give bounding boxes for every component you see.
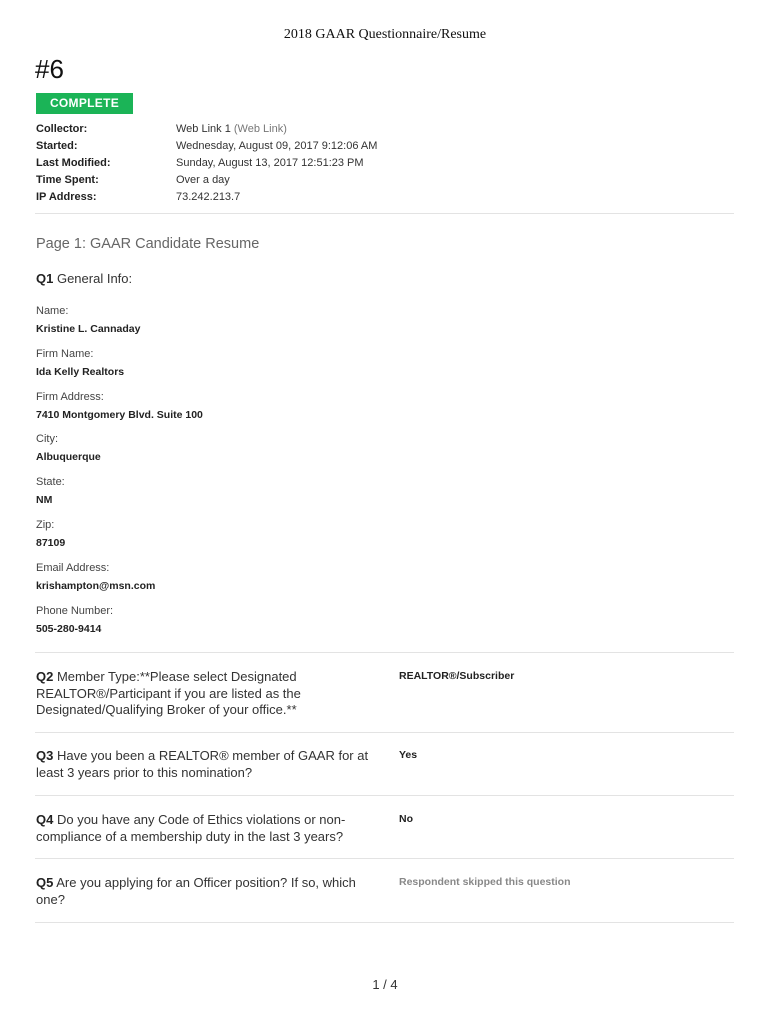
field-value: NM [36,494,53,507]
field-label: Name: [36,305,69,317]
field-label: Email Address: [36,561,110,574]
meta-row-collector [36,121,377,138]
question-number: Q4 [36,812,54,827]
meta-value: Web Link 1 (Web Link) [176,123,287,135]
answer-skipped-note: Respondent skipped this question [399,876,571,888]
page-number: 1 / 4 [372,977,398,992]
question-text: General Info: [56,271,133,286]
field-label: City: [36,433,58,446]
field-label: State: [36,476,65,489]
meta-value: 73.242.213.7 [176,191,241,203]
meta-label: Last Modified: [36,157,111,169]
field-firm-address [36,389,436,432]
meta-label: Time Spent: [36,174,99,186]
document-title: 2018 GAAR Questionnaire/Resume [283,27,487,42]
answer-value: No [399,813,413,825]
divider [35,858,734,859]
meta-label: Started: [36,140,78,152]
field-value: Kristine L. Cannaday [36,323,141,335]
question-text: Q4 Do you have any Code of Ethics violations or non-compliance of a membership duty in the last 3 years? [36,812,346,844]
divider [35,795,734,796]
field-state [36,474,436,517]
field-email-address [36,560,436,603]
meta-row-ip-address [36,189,377,206]
field-phone-number [36,603,436,646]
field-value: 7410 Montgomery Blvd. Suite 100 [36,408,203,421]
field-label: Firm Name: [36,347,94,360]
field-label: Zip: [36,518,55,531]
meta-row-started [36,138,377,155]
field-value: Ida Kelly Realtors [36,365,125,378]
response-metadata [36,121,377,206]
question-q1 [36,271,132,286]
field-value: 505-280-9414 [36,622,102,635]
section-title: Page 1: GAAR Candidate Resume [36,236,260,252]
field-firm-name [36,346,436,389]
answer-value: REALTOR®/Subscriber [399,670,515,682]
divider [35,652,734,653]
field-city [36,431,436,474]
general-info-fields [36,303,436,645]
field-name [36,303,436,346]
meta-row-time-spent [36,172,377,189]
divider [35,213,734,214]
meta-value: Over a day [176,174,230,186]
meta-label: IP Address: [36,191,97,203]
field-value: Albuquerque [36,451,101,464]
meta-note: (Web Link) [233,123,287,135]
status-badge: COMPLETE [36,93,133,114]
divider [35,732,734,733]
field-label: Firm Address: [36,390,104,403]
question-text: Q2 Member Type:**Please select Designated REALTOR®/Participant if you are listed as the Designated/Qualifying Broker of your office.** [36,669,301,717]
field-value: krishampton@msn.com [36,579,156,592]
question-text: Q5 Are you applying for an Officer position? If so, which one? [36,875,356,907]
question-number: Q5 [36,875,54,890]
answer-value: Yes [399,749,418,761]
field-value: 87109 [36,536,66,549]
meta-row-last-modified [36,155,377,172]
meta-label: Collector: [36,123,88,135]
question-number: Q2 [36,669,54,684]
field-label: Phone Number: [36,604,114,617]
meta-value: Sunday, August 13, 2017 12:51:23 PM [176,157,364,169]
divider [35,922,734,923]
question-text: Q3 Have you been a REALTOR® member of GAAR for at least 3 years prior to this nomination? [36,748,369,780]
response-number: #6 [35,54,64,84]
field-zip [36,517,436,560]
question-number: Q3 [36,748,54,763]
meta-value: Wednesday, August 09, 2017 9:12:06 AM [176,140,378,152]
question-number: Q1 [36,271,54,286]
